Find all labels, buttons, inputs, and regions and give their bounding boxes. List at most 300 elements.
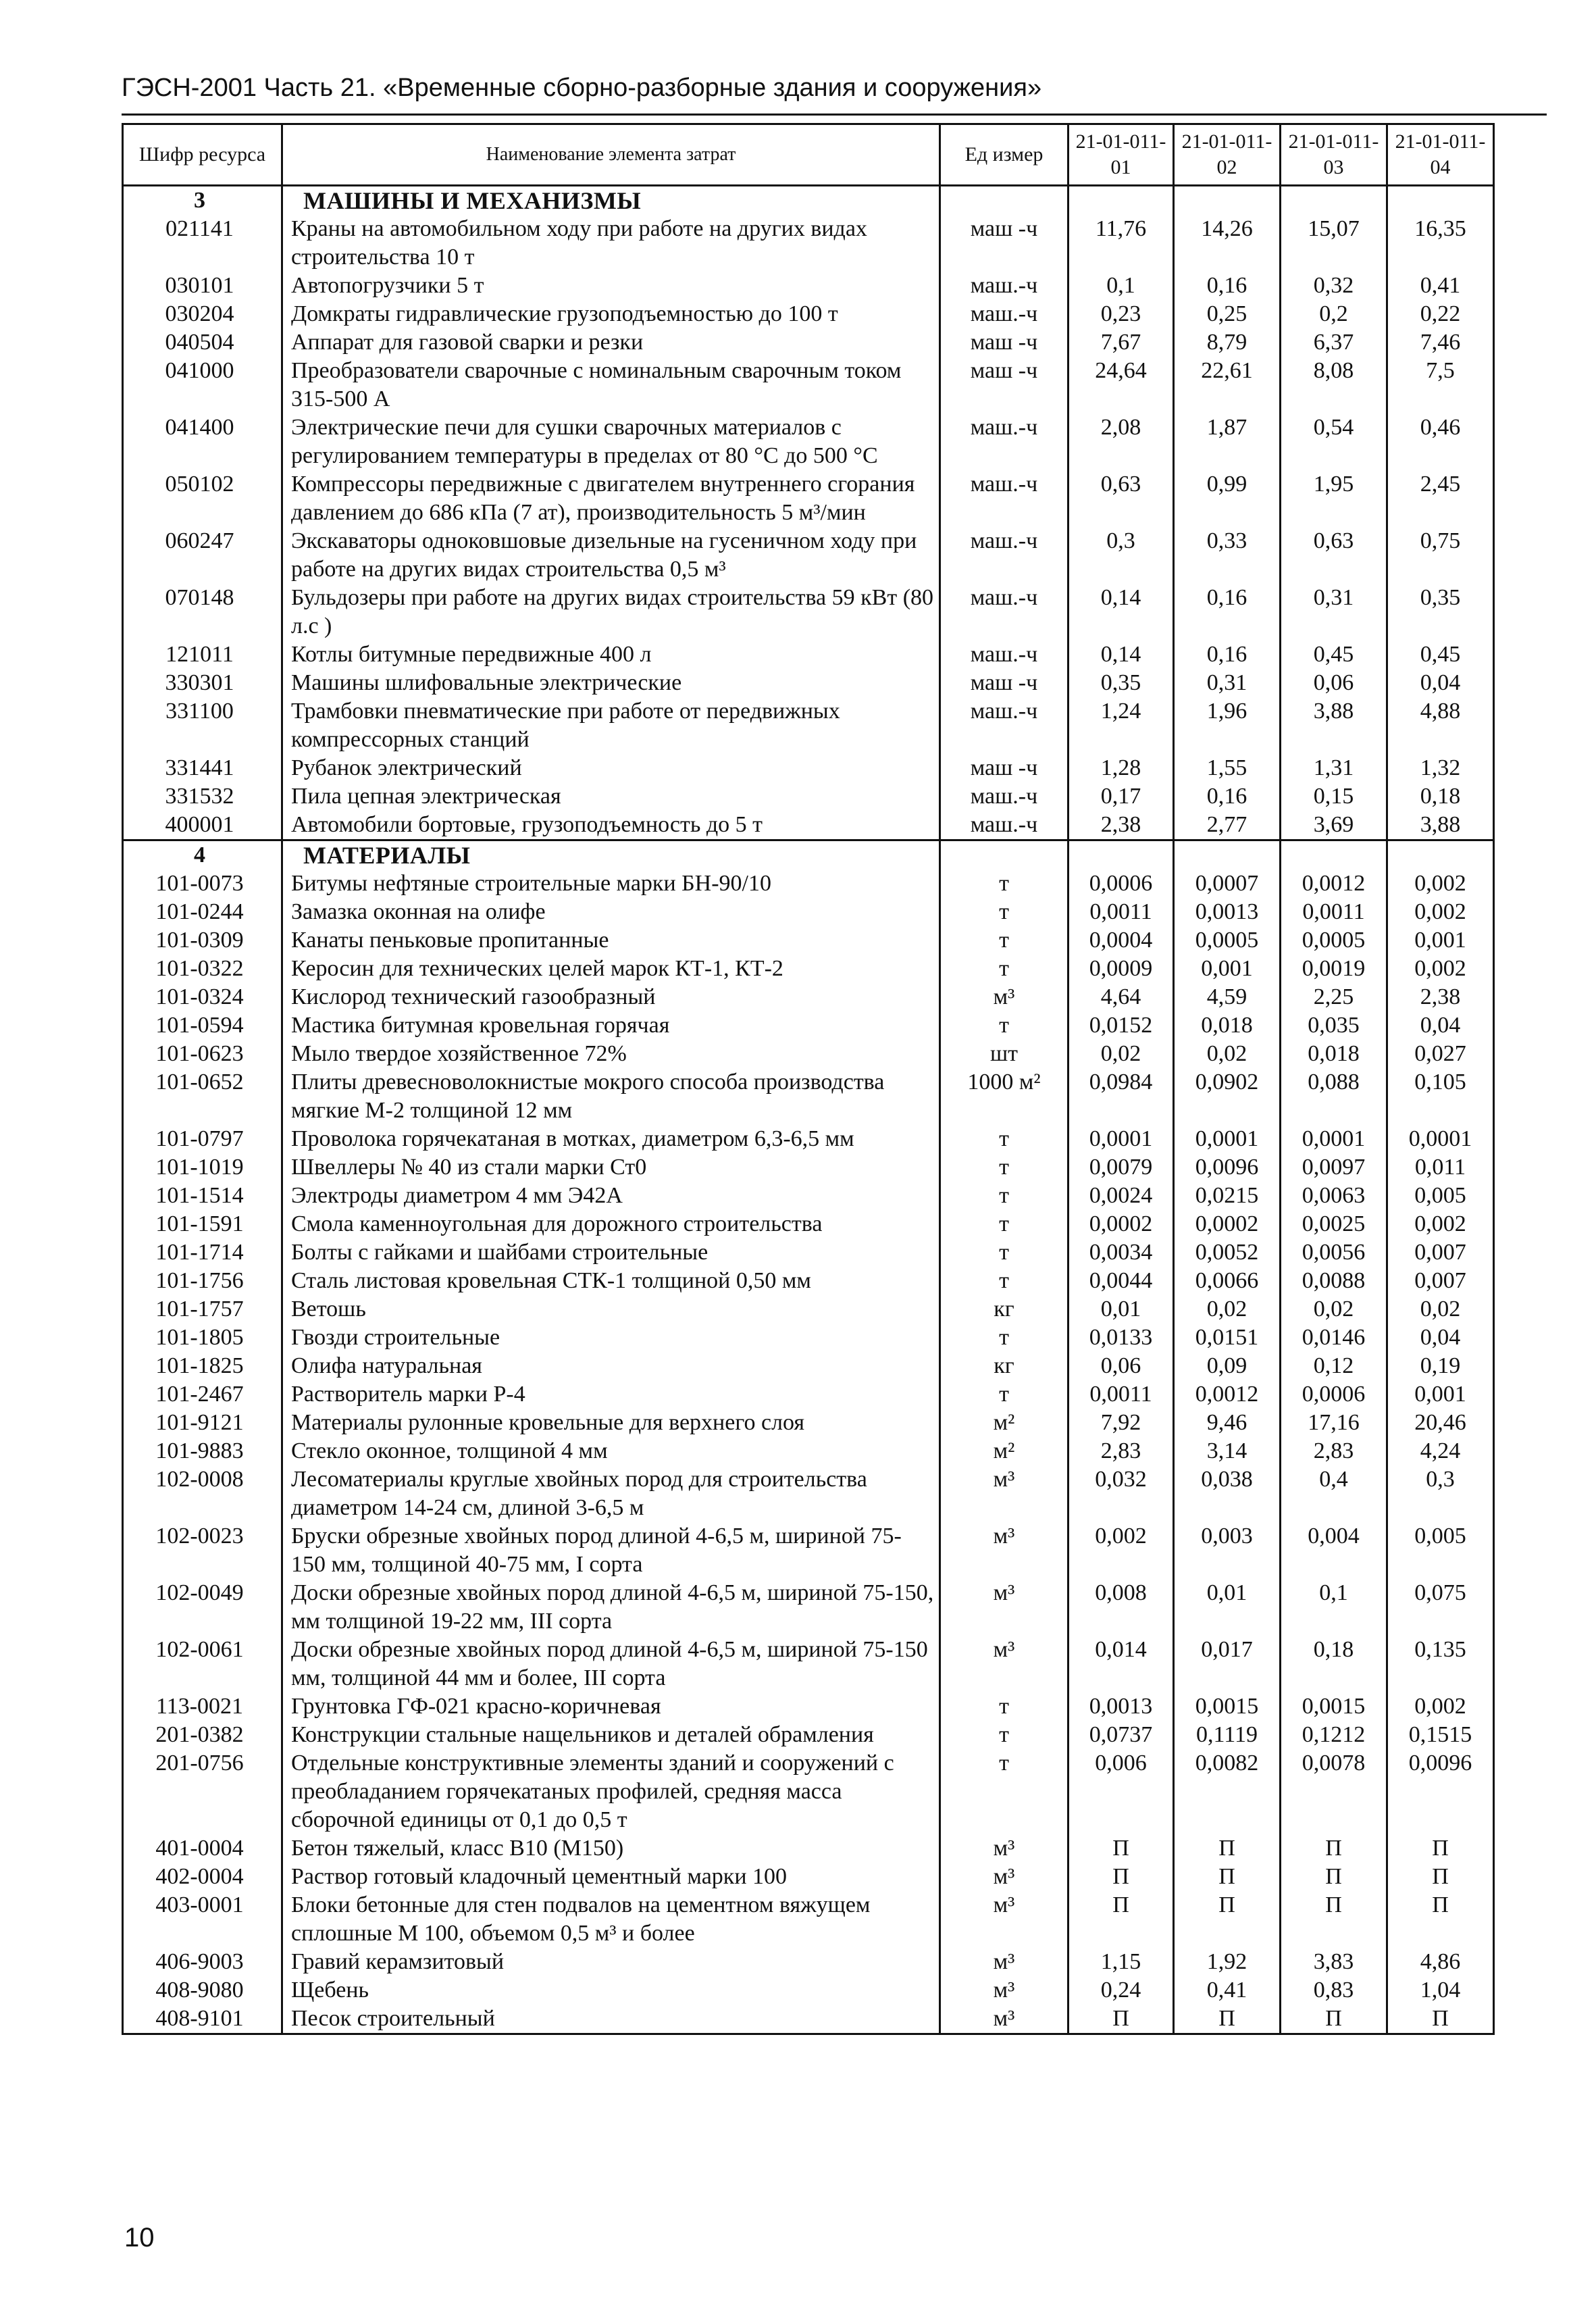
unit-cell: т: [940, 955, 1069, 983]
norm-value-cell: 0,0011: [1069, 1380, 1174, 1409]
norm-value-cell: 14,26: [1174, 215, 1281, 272]
norm-value-cell: 15,07: [1281, 215, 1387, 272]
table-row: [123, 1465, 1494, 1522]
norm-value-cell: 0,09: [1174, 1352, 1281, 1380]
resource-name-cell: Гравий керамзитовый: [282, 1948, 940, 1976]
resource-name-cell: Кислород технический газообразный: [282, 983, 940, 1011]
norm-value-cell: 0,0001: [1387, 1125, 1494, 1153]
norm-value-cell: 0,105: [1387, 1068, 1494, 1125]
norm-value-cell: П: [1387, 1891, 1494, 1948]
norm-value-cell: 1,95: [1281, 470, 1387, 527]
norm-value-cell: 0,0013: [1069, 1692, 1174, 1721]
norm-value-cell: 0,18: [1281, 1636, 1387, 1692]
resource-code-cell: 101-1019: [123, 1153, 282, 1182]
resource-name-cell: Стекло оконное, толщиной 4 мм: [282, 1437, 940, 1465]
norm-value-cell: 0,02: [1174, 1040, 1281, 1068]
norm-value-cell: 2,25: [1281, 983, 1387, 1011]
norm-value-cell: П: [1069, 1863, 1174, 1891]
resource-name-cell: Машины шлифовальные электрические: [282, 669, 940, 697]
unit-cell: маш -ч: [940, 754, 1069, 782]
norm-value-cell: 0,1: [1281, 1579, 1387, 1636]
unit-cell: т: [940, 1153, 1069, 1182]
norm-value-cell: 3,14: [1174, 1437, 1281, 1465]
table-row: [123, 1749, 1494, 1834]
resource-code-cell: 102-0049: [123, 1579, 282, 1636]
norm-value-cell: 1,92: [1174, 1948, 1281, 1976]
norm-value-cell: 2,45: [1387, 470, 1494, 527]
norm-value-cell: 1,28: [1069, 754, 1174, 782]
unit-cell: маш.-ч: [940, 527, 1069, 584]
norm-value-cell: 0,0011: [1281, 898, 1387, 926]
norm-value-cell: 0,22: [1387, 300, 1494, 328]
norm-value-cell: 4,86: [1387, 1948, 1494, 1976]
norm-value-cell: 20,46: [1387, 1409, 1494, 1437]
norm-value-cell: П: [1281, 1891, 1387, 1948]
resource-name-cell: Щебень: [282, 1976, 940, 2005]
unit-cell: 1000 м²: [940, 1068, 1069, 1125]
norm-value-cell: 0,0001: [1281, 1125, 1387, 1153]
norm-value-cell: 0,002: [1387, 1692, 1494, 1721]
norm-value-cell: 0,0088: [1281, 1267, 1387, 1295]
norm-value-cell: 24,64: [1069, 357, 1174, 413]
resource-name-cell: Материалы рулонные кровельные для верхнего слоя: [282, 1409, 940, 1437]
norm-value-cell: 0,032: [1069, 1465, 1174, 1522]
norm-value-cell: 0,018: [1174, 1011, 1281, 1040]
norm-value-cell: П: [1387, 1834, 1494, 1863]
unit-cell: м³: [940, 983, 1069, 1011]
norm-value-cell: 0,14: [1069, 584, 1174, 640]
unit-cell: т: [940, 1238, 1069, 1267]
unit-cell: маш.-ч: [940, 272, 1069, 300]
norm-value-cell: 0,31: [1174, 669, 1281, 697]
norm-value-cell: 0,0012: [1281, 870, 1387, 898]
norm-value-cell: 0,0013: [1174, 898, 1281, 926]
resource-name-cell: Доски обрезные хвойных пород длиной 4-6,5 м, шириной 75-150, мм толщиной 19-22 мм, III сорта: [282, 1579, 940, 1636]
norm-value-cell: П: [1069, 1891, 1174, 1948]
unit-cell: кг: [940, 1295, 1069, 1324]
resource-name-cell: Бульдозеры при работе на других видах строительства 59 кВт (80 л.с ): [282, 584, 940, 640]
unit-cell: м³: [940, 1636, 1069, 1692]
resource-name-cell: Отдельные конструктивные элементы зданий и сооружений с преобладанием горячекатаных профилей, средняя масса сборочной единицы от 0,1 до 0,5 т: [282, 1749, 940, 1834]
resource-code-cell: 101-0797: [123, 1125, 282, 1153]
norm-value-cell: П: [1069, 2005, 1174, 2034]
norm-value-cell: 0,63: [1281, 527, 1387, 584]
norm-value-cell: 0,002: [1387, 898, 1494, 926]
unit-cell: т: [940, 1721, 1069, 1749]
table-row: [123, 640, 1494, 669]
norm-value-cell: 0,0001: [1174, 1125, 1281, 1153]
norm-value-cell: 0,0063: [1281, 1182, 1387, 1210]
unit-cell: т: [940, 870, 1069, 898]
table-row: [123, 1324, 1494, 1352]
norm-value-cell: 0,0052: [1174, 1238, 1281, 1267]
resource-code-cell: 331100: [123, 697, 282, 754]
column-header-norm-02: 21-01-011-02: [1174, 124, 1281, 186]
norm-value-cell: 0,24: [1069, 1976, 1174, 2005]
norm-value-cell: 0,01: [1069, 1295, 1174, 1324]
norm-value-cell: 0,16: [1174, 640, 1281, 669]
resource-name-cell: Мыло твердое хозяйственное 72%: [282, 1040, 940, 1068]
resource-name-cell: Лесоматериалы круглые хвойных пород для строительства диаметром 14-24 см, длиной 3-6,5 м: [282, 1465, 940, 1522]
norm-value-cell: 2,38: [1387, 983, 1494, 1011]
resource-name-cell: Плиты древесноволокнистые мокрого способа производства мягкие М-2 толщиной 12 мм: [282, 1068, 940, 1125]
table-row: [123, 527, 1494, 584]
norm-value-cell: 3,83: [1281, 1948, 1387, 1976]
norm-value-cell: 0,038: [1174, 1465, 1281, 1522]
norm-value-cell: П: [1387, 2005, 1494, 2034]
norm-value-cell: 0,0012: [1174, 1380, 1281, 1409]
norm-value-cell: 0,0044: [1069, 1267, 1174, 1295]
norm-value-cell: 0,0025: [1281, 1210, 1387, 1238]
table-body: [123, 186, 1494, 2034]
norm-value-cell: 0,63: [1069, 470, 1174, 527]
norm-value-cell: 0,15: [1281, 782, 1387, 811]
empty-cell: [1281, 840, 1387, 870]
norm-value-cell: 0,135: [1387, 1636, 1494, 1692]
norm-value-cell: 0,088: [1281, 1068, 1387, 1125]
norm-value-cell: 4,59: [1174, 983, 1281, 1011]
section-number: 3: [123, 186, 282, 216]
empty-cell: [940, 186, 1069, 216]
section-header-row: [123, 186, 1494, 216]
norm-value-cell: 0,005: [1387, 1522, 1494, 1579]
table-row: [123, 1863, 1494, 1891]
norm-value-cell: 0,1212: [1281, 1721, 1387, 1749]
resource-code-cell: 101-0073: [123, 870, 282, 898]
unit-cell: маш.-ч: [940, 697, 1069, 754]
resource-code-cell: 101-0623: [123, 1040, 282, 1068]
table-row: [123, 584, 1494, 640]
norm-value-cell: 0,0034: [1069, 1238, 1174, 1267]
column-header-norm-03: 21-01-011-03: [1281, 124, 1387, 186]
empty-cell: [1387, 840, 1494, 870]
resource-name-cell: Замазка оконная на олифе: [282, 898, 940, 926]
norm-value-cell: 2,83: [1281, 1437, 1387, 1465]
norm-value-cell: 0,007: [1387, 1238, 1494, 1267]
norm-value-cell: 1,55: [1174, 754, 1281, 782]
norm-value-cell: 0,54: [1281, 413, 1387, 470]
norm-value-cell: 2,38: [1069, 811, 1174, 840]
unit-cell: маш -ч: [940, 328, 1069, 357]
resource-name-cell: Сталь листовая кровельная СТК-1 толщиной 0,50 мм: [282, 1267, 940, 1295]
resource-name-cell: Бетон тяжелый, класс В10 (М150): [282, 1834, 940, 1863]
resource-code-cell: 101-1714: [123, 1238, 282, 1267]
resource-name-cell: Битумы нефтяные строительные марки БН-90/10: [282, 870, 940, 898]
empty-cell: [1387, 186, 1494, 216]
norm-value-cell: 0,31: [1281, 584, 1387, 640]
norm-value-cell: 0,011: [1387, 1153, 1494, 1182]
column-header-code: Шифр ресурса: [123, 124, 282, 186]
norm-value-cell: П: [1174, 1834, 1281, 1863]
unit-cell: м³: [940, 1465, 1069, 1522]
unit-cell: м³: [940, 2005, 1069, 2034]
norm-value-cell: 0,02: [1174, 1295, 1281, 1324]
empty-cell: [1174, 186, 1281, 216]
norm-value-cell: 0,18: [1387, 782, 1494, 811]
resource-code-cell: 060247: [123, 527, 282, 584]
resource-code-cell: 101-1757: [123, 1295, 282, 1324]
norm-value-cell: П: [1174, 2005, 1281, 2034]
norm-value-cell: 0,0096: [1387, 1749, 1494, 1834]
table-row: [123, 697, 1494, 754]
norm-value-cell: 0,0006: [1281, 1380, 1387, 1409]
norm-value-cell: 0,002: [1387, 955, 1494, 983]
unit-cell: маш -ч: [940, 215, 1069, 272]
table-row: [123, 1068, 1494, 1125]
unit-cell: т: [940, 1267, 1069, 1295]
norm-value-cell: 0,0133: [1069, 1324, 1174, 1352]
table-header: [123, 124, 1494, 186]
unit-cell: т: [940, 1210, 1069, 1238]
resource-name-cell: Домкраты гидравлические грузоподъемностью до 100 т: [282, 300, 940, 328]
unit-cell: т: [940, 1011, 1069, 1040]
table-row: [123, 1125, 1494, 1153]
norm-value-cell: 0,45: [1387, 640, 1494, 669]
resource-code-cell: 331532: [123, 782, 282, 811]
norm-value-cell: 7,92: [1069, 1409, 1174, 1437]
resource-code-cell: 101-9883: [123, 1437, 282, 1465]
unit-cell: т: [940, 1692, 1069, 1721]
norm-value-cell: П: [1174, 1863, 1281, 1891]
norm-value-cell: 0,018: [1281, 1040, 1387, 1068]
table-row: [123, 782, 1494, 811]
norm-value-cell: 1,24: [1069, 697, 1174, 754]
resource-name-cell: Смола каменноугольная для дорожного строительства: [282, 1210, 940, 1238]
norm-value-cell: 0,02: [1281, 1295, 1387, 1324]
norm-value-cell: 1,04: [1387, 1976, 1494, 2005]
resource-name-cell: Автомобили бортовые, грузоподъемность до 5 т: [282, 811, 940, 840]
norm-value-cell: 0,35: [1069, 669, 1174, 697]
norm-value-cell: 0,017: [1174, 1636, 1281, 1692]
resource-name-cell: Экскаваторы одноковшовые дизельные на гусеничном ходу при работе на других видах строительства 0,5 м³: [282, 527, 940, 584]
norm-value-cell: 0,0151: [1174, 1324, 1281, 1352]
resource-name-cell: Аппарат для газовой сварки и резки: [282, 328, 940, 357]
norm-value-cell: 0,0001: [1069, 1125, 1174, 1153]
table-row: [123, 328, 1494, 357]
norm-value-cell: 3,88: [1281, 697, 1387, 754]
table-row: [123, 357, 1494, 413]
resource-name-cell: Растворитель марки Р-4: [282, 1380, 940, 1409]
norm-value-cell: 0,99: [1174, 470, 1281, 527]
norm-value-cell: 0,0902: [1174, 1068, 1281, 1125]
resource-name-cell: Проволока горячекатаная в мотках, диаметром 6,3-6,5 мм: [282, 1125, 940, 1153]
norm-value-cell: 0,0015: [1281, 1692, 1387, 1721]
norm-value-cell: 0,3: [1387, 1465, 1494, 1522]
resource-code-cell: 402-0004: [123, 1863, 282, 1891]
resource-name-cell: Керосин для технических целей марок КТ-1, КТ-2: [282, 955, 940, 983]
table-row: [123, 1210, 1494, 1238]
norm-value-cell: 3,88: [1387, 811, 1494, 840]
table-row: [123, 1352, 1494, 1380]
resource-name-cell: Краны на автомобильном ходу при работе на других видах строительства 10 т: [282, 215, 940, 272]
resource-name-cell: Электрические печи для сушки сварочных материалов с регулированием температуры в пределах от 80 °С до 500 °С: [282, 413, 940, 470]
norm-value-cell: 0,33: [1174, 527, 1281, 584]
resource-code-cell: 330301: [123, 669, 282, 697]
table-row: [123, 1295, 1494, 1324]
resource-code-cell: 201-0756: [123, 1749, 282, 1834]
resource-name-cell: Бруски обрезные хвойных пород длиной 4-6,5 м, шириной 75-150 мм, толщиной 40-75 мм, I сорта: [282, 1522, 940, 1579]
norm-value-cell: 0,01: [1174, 1579, 1281, 1636]
empty-cell: [1069, 840, 1174, 870]
resource-name-cell: Рубанок электрический: [282, 754, 940, 782]
empty-cell: [1069, 186, 1174, 216]
table-row: [123, 215, 1494, 272]
table-row: [123, 1380, 1494, 1409]
table-row: [123, 1238, 1494, 1267]
norm-value-cell: 0,1: [1069, 272, 1174, 300]
norm-value-cell: 22,61: [1174, 357, 1281, 413]
norm-value-cell: 0,06: [1281, 669, 1387, 697]
resource-name-cell: Трамбовки пневматические при работе от передвижных компрессорных станций: [282, 697, 940, 754]
norm-value-cell: 0,0082: [1174, 1749, 1281, 1834]
unit-cell: маш -ч: [940, 669, 1069, 697]
unit-cell: т: [940, 926, 1069, 955]
norm-value-cell: 0,002: [1387, 1210, 1494, 1238]
resource-code-cell: 401-0004: [123, 1834, 282, 1863]
norm-value-cell: 0,0152: [1069, 1011, 1174, 1040]
norm-value-cell: 0,0002: [1069, 1210, 1174, 1238]
table-row: [123, 470, 1494, 527]
table-row: [123, 1040, 1494, 1068]
norm-value-cell: 0,0005: [1281, 926, 1387, 955]
norm-value-cell: 0,075: [1387, 1579, 1494, 1636]
resource-code-cell: 101-0309: [123, 926, 282, 955]
table-row: [123, 272, 1494, 300]
resource-name-cell: Блоки бетонные для стен подвалов на цементном вяжущем сплошные М 100, объемом 0,5 м³ и более: [282, 1891, 940, 1948]
resource-name-cell: Канаты пеньковые пропитанные: [282, 926, 940, 955]
norm-value-cell: 0,0005: [1174, 926, 1281, 955]
resource-code-cell: 102-0008: [123, 1465, 282, 1522]
resource-code-cell: 101-1825: [123, 1352, 282, 1380]
table-row: [123, 811, 1494, 840]
norm-value-cell: 0,0056: [1281, 1238, 1387, 1267]
norm-value-cell: 0,0215: [1174, 1182, 1281, 1210]
norm-value-cell: 0,0002: [1174, 1210, 1281, 1238]
norm-value-cell: 0,41: [1174, 1976, 1281, 2005]
norm-value-cell: 4,88: [1387, 697, 1494, 754]
norm-value-cell: 0,35: [1387, 584, 1494, 640]
norm-value-cell: 6,37: [1281, 328, 1387, 357]
table-row: [123, 983, 1494, 1011]
resource-code-cell: 101-0594: [123, 1011, 282, 1040]
unit-cell: т: [940, 1380, 1069, 1409]
norm-value-cell: 0,0146: [1281, 1324, 1387, 1352]
norm-value-cell: 0,004: [1281, 1522, 1387, 1579]
resource-code-cell: 040504: [123, 328, 282, 357]
norm-value-cell: 8,08: [1281, 357, 1387, 413]
norm-value-cell: 0,0019: [1281, 955, 1387, 983]
section-number: 4: [123, 840, 282, 870]
empty-cell: [940, 840, 1069, 870]
norm-value-cell: 0,04: [1387, 1324, 1494, 1352]
norm-value-cell: 1,96: [1174, 697, 1281, 754]
resource-name-cell: Преобразователи сварочные с номинальным сварочным током 315-500 А: [282, 357, 940, 413]
resource-code-cell: 102-0023: [123, 1522, 282, 1579]
norm-value-cell: 0,19: [1387, 1352, 1494, 1380]
norm-value-cell: 0,4: [1281, 1465, 1387, 1522]
norm-value-cell: 0,035: [1281, 1011, 1387, 1040]
norm-value-cell: 0,75: [1387, 527, 1494, 584]
unit-cell: м³: [940, 1976, 1069, 2005]
resource-code-cell: 070148: [123, 584, 282, 640]
resource-code-cell: 403-0001: [123, 1891, 282, 1948]
unit-cell: маш.-ч: [940, 782, 1069, 811]
norm-value-cell: 2,08: [1069, 413, 1174, 470]
resource-code-cell: 101-9121: [123, 1409, 282, 1437]
unit-cell: т: [940, 1749, 1069, 1834]
norm-value-cell: 0,32: [1281, 272, 1387, 300]
resource-code-cell: 101-1756: [123, 1267, 282, 1295]
table-row: [123, 1153, 1494, 1182]
resource-name-cell: Доски обрезные хвойных пород длиной 4-6,5 м, шириной 75-150 мм, толщиной 44 мм и более, III сорта: [282, 1636, 940, 1692]
norm-value-cell: 0,003: [1174, 1522, 1281, 1579]
norm-value-cell: 0,001: [1174, 955, 1281, 983]
norm-value-cell: 0,04: [1387, 669, 1494, 697]
resource-name-cell: Мастика битумная кровельная горячая: [282, 1011, 940, 1040]
norm-value-cell: 0,16: [1174, 272, 1281, 300]
unit-cell: маш -ч: [940, 357, 1069, 413]
table-row: [123, 669, 1494, 697]
unit-cell: т: [940, 1125, 1069, 1153]
table-row: [123, 1579, 1494, 1636]
resource-name-cell: Олифа натуральная: [282, 1352, 940, 1380]
norm-value-cell: 0,005: [1387, 1182, 1494, 1210]
norm-value-cell: 0,0737: [1069, 1721, 1174, 1749]
norm-value-cell: 1,31: [1281, 754, 1387, 782]
norm-value-cell: 17,16: [1281, 1409, 1387, 1437]
resource-code-cell: 101-1591: [123, 1210, 282, 1238]
table-row: [123, 870, 1494, 898]
table-row: [123, 1267, 1494, 1295]
unit-cell: т: [940, 1324, 1069, 1352]
norm-value-cell: 0,23: [1069, 300, 1174, 328]
norm-value-cell: 11,76: [1069, 215, 1174, 272]
norm-value-cell: 0,16: [1174, 782, 1281, 811]
unit-cell: маш.-ч: [940, 584, 1069, 640]
norm-value-cell: 0,12: [1281, 1352, 1387, 1380]
unit-cell: шт: [940, 1040, 1069, 1068]
norm-value-cell: 1,87: [1174, 413, 1281, 470]
resource-code-cell: 030101: [123, 272, 282, 300]
resource-name-cell: Котлы битумные передвижные 400 л: [282, 640, 940, 669]
resource-name-cell: Швеллеры № 40 из стали марки Ст0: [282, 1153, 940, 1182]
norm-value-cell: П: [1174, 1891, 1281, 1948]
norm-value-cell: 0,0096: [1174, 1153, 1281, 1182]
resource-code-cell: 101-0244: [123, 898, 282, 926]
norm-value-cell: 9,46: [1174, 1409, 1281, 1437]
norm-value-cell: 0,1119: [1174, 1721, 1281, 1749]
resource-name-cell: Раствор готовый кладочный цементный марки 100: [282, 1863, 940, 1891]
norm-value-cell: 3,69: [1281, 811, 1387, 840]
norm-value-cell: 0,001: [1387, 926, 1494, 955]
page-header-title: ГЭСН-2001 Часть 21. «Временные сборно-разборные здания и сооружения»: [122, 74, 1042, 102]
empty-cell: [1281, 186, 1387, 216]
resource-name-cell: Песок строительный: [282, 2005, 940, 2034]
table-row: [123, 1182, 1494, 1210]
resource-name-cell: Конструкции стальные нащельников и деталей обрамления: [282, 1721, 940, 1749]
header-rule: [122, 114, 1547, 116]
resource-name-cell: Гвозди строительные: [282, 1324, 940, 1352]
unit-cell: т: [940, 1182, 1069, 1210]
norm-value-cell: 0,0024: [1069, 1182, 1174, 1210]
resource-code-cell: 101-0652: [123, 1068, 282, 1125]
column-header-unit: Ед измер: [940, 124, 1069, 186]
unit-cell: маш.-ч: [940, 470, 1069, 527]
norm-value-cell: 0,02: [1387, 1295, 1494, 1324]
resource-name-cell: Грунтовка ГФ-021 красно-коричневая: [282, 1692, 940, 1721]
norm-value-cell: 0,0011: [1069, 898, 1174, 926]
unit-cell: м³: [940, 1863, 1069, 1891]
